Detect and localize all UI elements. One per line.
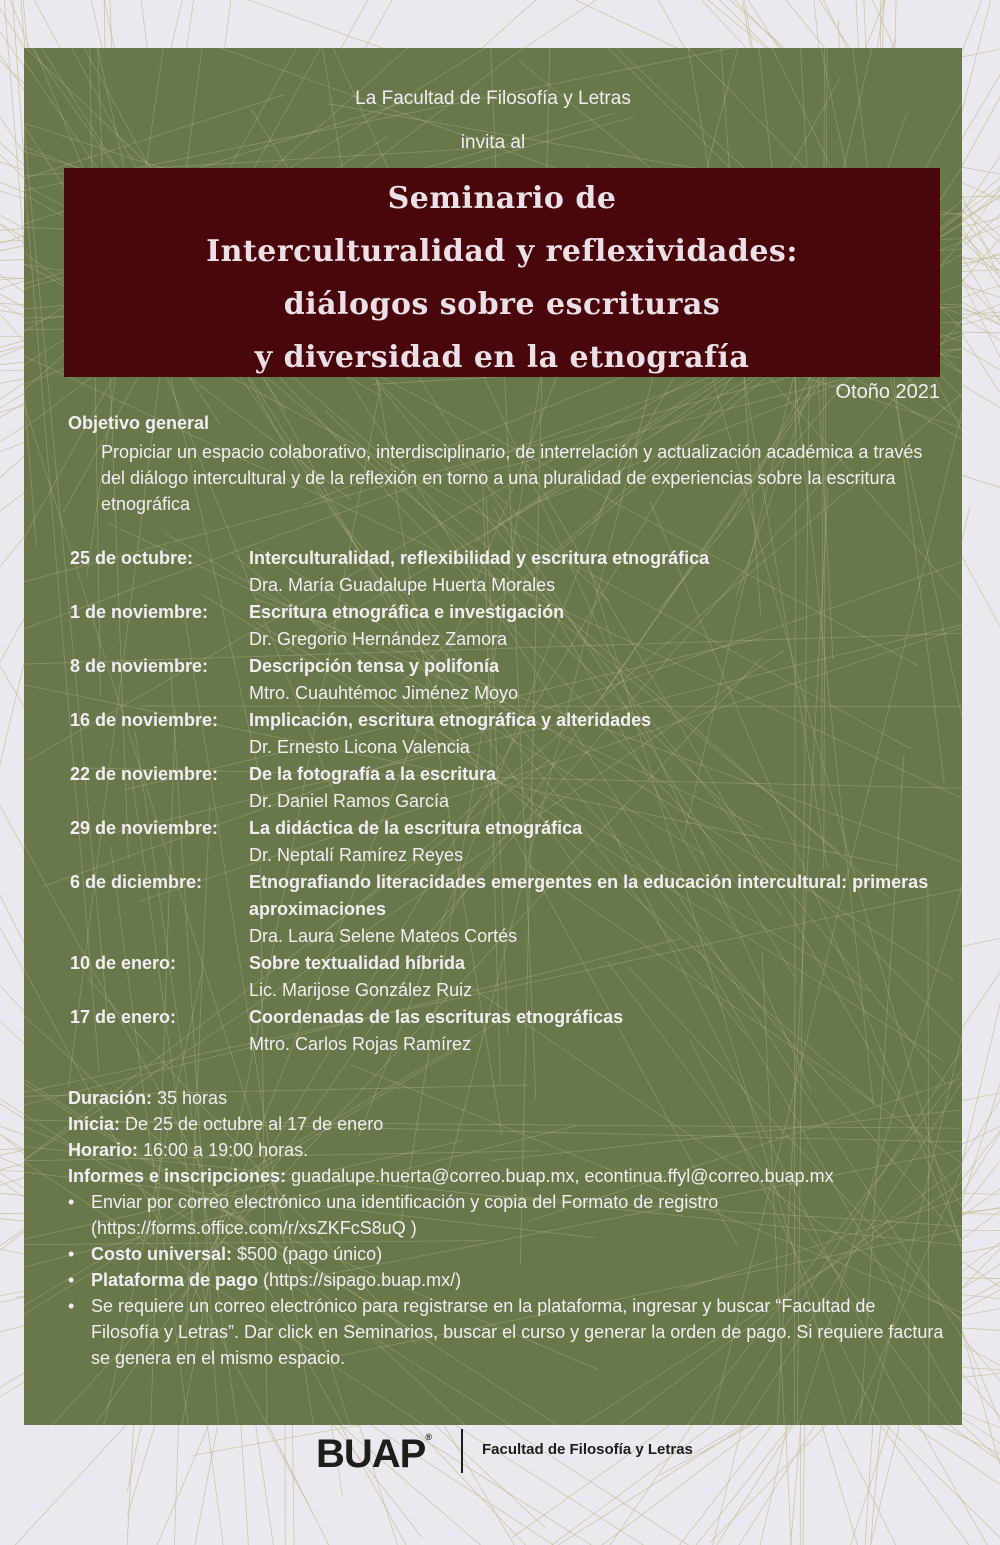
session-title: De la fotografía a la escritura <box>249 764 497 784</box>
start-label: Inicia: <box>68 1114 121 1134</box>
session-speaker: Dra. María Guadalupe Huerta Morales <box>249 575 556 595</box>
session-speaker: Mtro. Cuauhtémoc Jiménez Moyo <box>249 683 519 703</box>
schedule-value: 16:00 a 19:00 horas. <box>138 1140 309 1160</box>
session-title: Implicación, escritura etnográfica y alteridades <box>249 710 652 730</box>
list-item <box>68 1241 948 1267</box>
objective-heading: Objetivo general <box>68 413 210 433</box>
session-item <box>70 545 950 599</box>
session-date: 16 de noviembre: <box>70 710 219 730</box>
cost-label: Costo universal: <box>91 1244 233 1264</box>
session-speaker: Dra. Laura Selene Mateos Cortés <box>249 926 518 946</box>
duration-label: Duración: <box>68 1088 153 1108</box>
start-value: De 25 de octubre al 17 de enero <box>120 1114 384 1134</box>
session-speaker: Dr. Gregorio Hernández Zamora <box>249 629 508 649</box>
registration-instructions: Enviar por correo electrónico una identificación y copia del Formato de registro (https://forms.office.com/r/xsZKFcS8uQ ) <box>91 1192 719 1238</box>
payment-instructions: Se requiere un correo electrónico para registrarse en la plataforma, ingresar y buscar “Facultad de Filosofía y Letras”. Dar click en Seminarios, buscar el curso y generar la orden de pago. Si requiere factura se genera en el mismo espacio. <box>91 1296 944 1368</box>
session-date: 22 de noviembre: <box>70 764 219 784</box>
session-item <box>70 815 950 869</box>
session-item <box>70 653 950 707</box>
list-item <box>68 1189 948 1241</box>
payment-platform-link[interactable]: (https://sipago.buap.mx/) <box>258 1270 462 1290</box>
session-speaker: Dr. Daniel Ramos García <box>249 791 450 811</box>
info-row <box>68 1163 948 1189</box>
session-date: 29 de noviembre: <box>70 818 219 838</box>
list-item <box>68 1293 948 1371</box>
bullet-icon: • <box>68 1244 75 1264</box>
session-date: 1 de noviembre: <box>70 602 209 622</box>
session-title: Interculturalidad, reflexibilidad y escritura etnográfica <box>249 548 710 568</box>
buap-logo <box>316 1432 431 1477</box>
schedule-label: Horario: <box>68 1140 139 1160</box>
intro-line-1: La Facultad de Filosofía y Letras <box>355 88 631 109</box>
footer-divider <box>461 1429 463 1473</box>
poster-panel <box>24 48 962 1425</box>
session-date: 25 de octubre: <box>70 548 194 568</box>
session-item <box>70 950 950 1004</box>
session-item <box>70 599 950 653</box>
session-speaker: Lic. Marijose González Ruiz <box>249 980 473 1000</box>
registered-mark: ® <box>425 1432 431 1442</box>
title-line-2: Interculturalidad y reflexividades: <box>206 234 798 269</box>
session-title: Sobre textualidad híbrida <box>249 953 466 973</box>
session-title: Descripción tensa y polifonía <box>249 656 500 676</box>
session-date: 8 de noviembre: <box>70 656 209 676</box>
session-speaker: Dr. Ernesto Licona Valencia <box>249 737 470 757</box>
objective-text: Propiciar un espacio colaborativo, interdisciplinario, de interrelación y actualización académica a través del diálogo intercultural y de la reflexión en torno a una pluralidad de experiencias sobre la escritura etnográfica <box>101 442 923 514</box>
intro-line-2: invita al <box>460 132 526 153</box>
title-line-3: diálogos sobre escrituras <box>283 287 721 322</box>
session-date: 17 de enero: <box>70 1007 177 1027</box>
session-item <box>70 1004 950 1058</box>
payment-platform-label: Plataforma de pago <box>91 1270 259 1290</box>
title-box <box>64 168 940 377</box>
season-label: Otoño 2021 <box>835 381 940 403</box>
session-title: Etnografiando literacidades emergentes en la educación intercultural: primeras aproximaciones <box>249 872 929 919</box>
session-item <box>70 869 950 950</box>
course-details <box>68 1085 948 1371</box>
info-emails[interactable]: guadalupe.huerta@correo.buap.mx, econtinua.ffyl@correo.buap.mx <box>286 1166 834 1186</box>
session-item <box>70 707 950 761</box>
session-title: La didáctica de la escritura etnográfica <box>249 818 583 838</box>
duration-value: 35 horas <box>152 1088 228 1108</box>
start-row <box>68 1111 948 1137</box>
list-item <box>68 1267 948 1293</box>
bullet-icon: • <box>68 1296 75 1316</box>
session-schedule <box>70 545 950 1058</box>
session-title: Coordenadas de las escrituras etnográficas <box>249 1007 624 1027</box>
footer-faculty-name: Facultad de Filosofía y Letras <box>482 1441 693 1458</box>
session-item <box>70 761 950 815</box>
session-title: Escritura etnográfica e investigación <box>249 602 565 622</box>
session-speaker: Dr. Neptalí Ramírez Reyes <box>249 845 464 865</box>
session-speaker: Mtro. Carlos Rojas Ramírez <box>249 1034 472 1054</box>
session-date: 6 de diciembre: <box>70 872 203 892</box>
schedule-row <box>68 1137 948 1163</box>
title-line-4: y diversidad en la etnografía <box>254 340 750 375</box>
info-label: Informes e inscripciones: <box>68 1166 287 1186</box>
logo-text: BUAP <box>316 1432 426 1476</box>
bullet-icon: • <box>68 1192 75 1212</box>
title-line-1: Seminario de <box>387 181 617 216</box>
bullet-icon: • <box>68 1270 75 1290</box>
cost-value: $500 (pago único) <box>232 1244 383 1264</box>
session-date: 10 de enero: <box>70 953 177 973</box>
duration-row <box>68 1085 948 1111</box>
